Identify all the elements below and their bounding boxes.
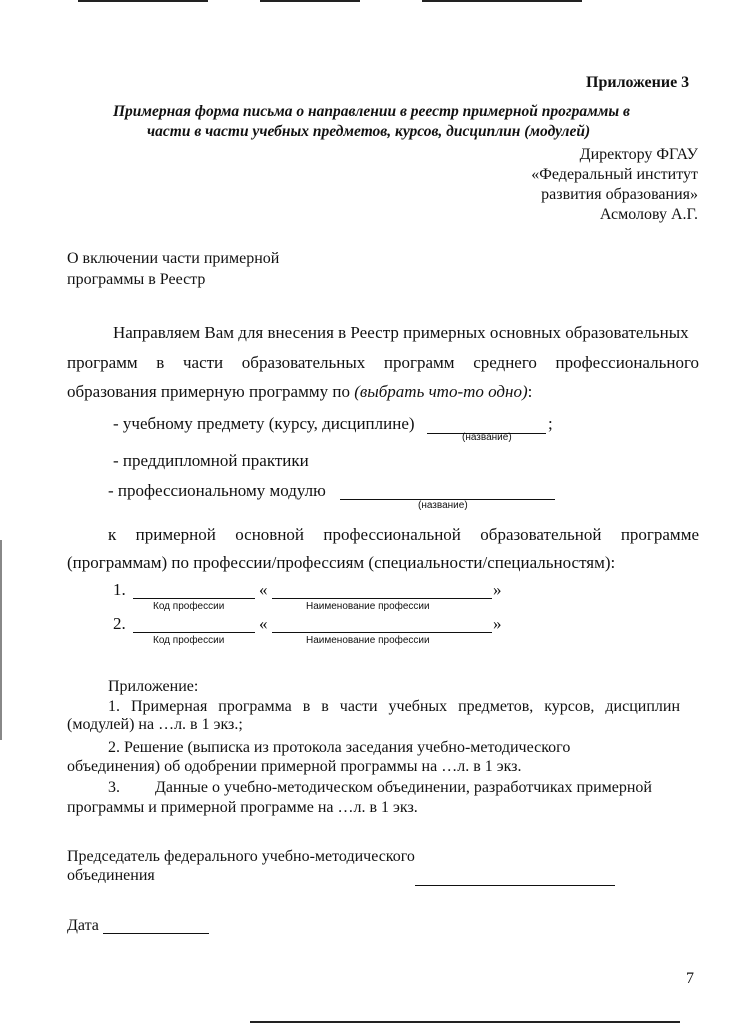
body-p1-line2: программ в части образовательных программ среднего профессионального bbox=[67, 353, 699, 372]
option-module: - профессиональному модулю bbox=[108, 481, 326, 500]
addressee-block bbox=[531, 145, 698, 225]
attachment-3-line1: Данные о учебно-методическом объединении, разработчиках примерной bbox=[155, 779, 652, 796]
addressee-line2: «Федеральный институт bbox=[531, 166, 698, 183]
addressee-line3: развития образования» bbox=[541, 186, 698, 203]
profession-open-quote: « bbox=[259, 580, 268, 599]
appendix-label: Приложение 3 bbox=[586, 74, 690, 91]
profession-open-quote: « bbox=[259, 614, 268, 633]
attachment-2-line2: объединения) об одобрении примерной программы на …л. в 1 экз. bbox=[67, 758, 522, 775]
profession-close-quote: » bbox=[493, 614, 502, 633]
signature-blank bbox=[415, 885, 615, 886]
addressee-line4: Асмолову А.Г. bbox=[599, 206, 698, 223]
addressee-line1: Директору ФГАУ bbox=[579, 146, 698, 163]
profession-close-quote: » bbox=[493, 580, 502, 599]
scan-edge-top-right bbox=[422, 0, 582, 2]
form-title-line2: части в части учебных предметов, курсов, дисциплин (модулей) bbox=[147, 123, 591, 140]
profession-code-blank bbox=[133, 632, 255, 633]
profession-name-caption: Наименование профессии bbox=[306, 601, 430, 612]
profession-num: 2. bbox=[113, 614, 126, 633]
body-p1-line3 bbox=[67, 382, 532, 402]
profession-code-caption: Код профессии bbox=[153, 601, 225, 612]
scan-edge-top-left bbox=[78, 0, 208, 2]
scan-edge-top-mid bbox=[260, 0, 360, 2]
date-blank bbox=[103, 933, 209, 934]
body-p2-line2: (программам) по профессии/профессиям (специальности/специальностям): bbox=[67, 553, 616, 572]
attachment-1-line1: 1. Примерная программа в в части учебных предметов, курсов, дисциплин bbox=[108, 698, 680, 715]
option-subject-caption: (название) bbox=[462, 432, 512, 443]
body-p1-line3-italic: (выбрать что-то одно) bbox=[354, 382, 528, 401]
body-p1-line3-text: образования примерную программу по bbox=[67, 382, 350, 401]
profession-num: 1. bbox=[113, 580, 126, 599]
profession-code-blank bbox=[133, 598, 255, 599]
page-number: 7 bbox=[686, 970, 694, 987]
option-subject: - учебному предмету (курсу, дисциплине) bbox=[113, 414, 415, 433]
date-label: Дата bbox=[67, 917, 99, 934]
scan-edge-left bbox=[0, 540, 2, 740]
profession-code-caption: Код профессии bbox=[153, 635, 225, 646]
subject-line1: О включении части примерной bbox=[67, 250, 280, 267]
body-p1-line3-end: : bbox=[527, 382, 533, 401]
signature-line1: Председатель федерального учебно-методического bbox=[67, 848, 415, 865]
form-title-line1: Примерная форма письма о направлении в реестр примерной программы в bbox=[113, 103, 630, 120]
body-p2-line1: к примерной основной профессиональной образовательной программе bbox=[108, 525, 699, 544]
profession-name-blank bbox=[272, 598, 492, 599]
profession-name-blank bbox=[272, 632, 492, 633]
profession-name-caption: Наименование профессии bbox=[306, 635, 430, 646]
attachment-3-num: 3. bbox=[108, 779, 120, 796]
option-practice: - преддипломной практики bbox=[113, 451, 309, 470]
attachment-1-line2: (модулей) на …л. в 1 экз.; bbox=[67, 716, 243, 733]
signature-line2: объединения bbox=[67, 867, 155, 884]
attachment-2-line1: 2. Решение (выписка из протокола заседания учебно-методического bbox=[108, 739, 571, 756]
scan-edge-bottom bbox=[250, 1021, 680, 1023]
attachments-heading: Приложение: bbox=[108, 678, 199, 695]
attachment-3-line2: программы и примерной программе на …л. в 1 экз. bbox=[67, 799, 418, 816]
option-module-caption: (название) bbox=[418, 500, 468, 511]
subject-line2: программы в Реестр bbox=[67, 271, 206, 288]
option-subject-end: ; bbox=[548, 414, 553, 433]
body-p1-line1: Направляем Вам для внесения в Реестр примерных основных образовательных bbox=[113, 323, 689, 342]
